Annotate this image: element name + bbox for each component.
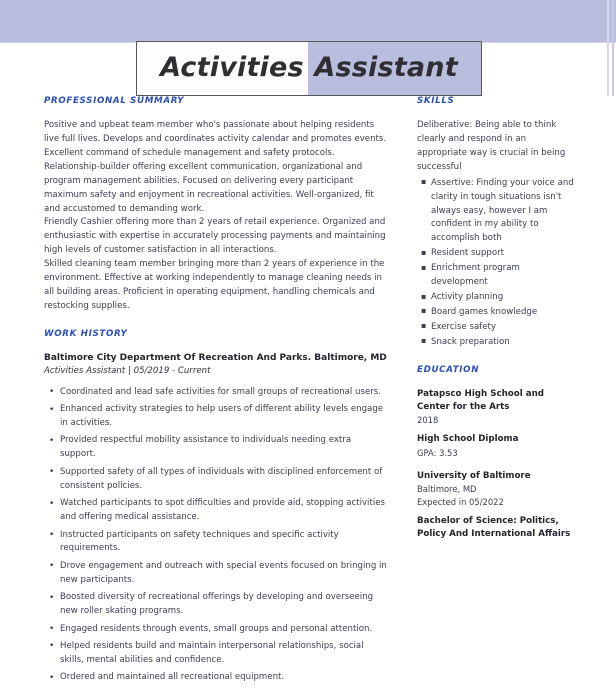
title-spacer	[305, 52, 315, 83]
header-accent-band	[0, 0, 616, 42]
list-item: • Helped residents build and maintain interpersonal relationships, social skills, mental abilities and confidence.	[60, 640, 388, 668]
summary-body	[44, 119, 388, 314]
section-heading-education: EDUCATION	[417, 364, 480, 375]
list-item: ▪ Snack preparation	[431, 336, 577, 350]
list-item: • Watched participants to spot difficulties and provide aid, stopping activities and offering medical assistance.	[60, 497, 388, 525]
job-bullet-list	[44, 386, 388, 686]
summary-paragraph: Friendly Cashier offering more than 2 years of retail experience. Organized and enthusiastic with expertise in accurately processing payments and maintaining high levels of customer satisfaction in all interactions.	[44, 217, 386, 256]
list-item: • Ordered and maintained all recreational equipment.	[60, 671, 388, 685]
skills-lead-text: Deliberative: Being able to think clearly and respond in an appropriate way is crucial in being successful	[417, 120, 566, 172]
list-item: • Engaged residents through events, small groups and personal attention.	[60, 623, 388, 637]
list-item: • Drove engagement and outreach with special events focused on bringing in new participants.	[60, 560, 388, 588]
skills-list	[417, 177, 577, 350]
section-skills	[417, 96, 577, 350]
list-item: • Provided respectful mobility assistance to individuals needing extra support.	[60, 434, 388, 462]
list-item: • Enhanced activity strategies to help users of different ability levels engage in activities.	[60, 403, 388, 431]
education-school: University of Baltimore	[417, 471, 531, 482]
work-history-entry	[44, 352, 388, 685]
section-heading-work-history: WORK HISTORY	[44, 328, 128, 339]
education-degree: High School Diploma	[417, 434, 519, 445]
right-column	[417, 96, 577, 556]
resume-name-block	[136, 41, 482, 96]
section-education	[417, 365, 577, 542]
section-professional-summary	[44, 96, 388, 314]
summary-paragraph: Positive and upbeat team member who's passionate about helping residents live full lives. Develops and coordinates activity calendar and promotes events. Excellent command of schedule management and safety protocols.	[44, 120, 387, 158]
scrollbar-track[interactable]	[607, 0, 609, 96]
education-expected-date: Expected in 05/2022	[417, 496, 504, 507]
education-entry	[417, 470, 577, 541]
education-entry	[417, 388, 577, 459]
page-title	[137, 54, 481, 83]
list-item: ▪ Activity planning	[431, 291, 577, 305]
education-school: Patapsco High School and Center for the Arts	[417, 388, 545, 412]
list-item: ▪ Enrichment program development	[431, 262, 577, 290]
list-item: ▪ Resident support	[431, 247, 577, 261]
section-heading-skills: SKILLS	[417, 96, 455, 106]
list-item: • Supported safety of all types of individuals with disciplined enforcement of consistent policies.	[60, 466, 388, 494]
list-item: • Boosted diversity of recreational offerings by developing and overseeing new roller skating programs.	[60, 591, 388, 619]
title-given-name: Activities	[160, 52, 304, 83]
list-item: ▪ Exercise safety	[431, 321, 577, 335]
education-gpa: GPA: 3.53	[417, 447, 458, 458]
left-column	[44, 96, 388, 700]
list-item: • Instructed participants on safety techniques and specific activity requirements.	[60, 529, 388, 557]
resume-page	[0, 96, 616, 700]
job-role-and-dates: Activities Assistant | 05/2019 - Current	[44, 366, 211, 377]
summary-paragraph: Relationship-builder offering excellent communication, organizational and program management abilities. Focused on delivering every participant maximum safety and enjoyment in recreational activities. Well-organized, fit and accustomed to demanding work.	[44, 161, 374, 214]
summary-paragraph: Skilled cleaning team member bringing more than 2 years of experience in the environment. Effective at working independently to manage cleaning needs in all building areas. Proficient in operating equipment, handling chemicals and restocking supplies.	[44, 259, 385, 311]
section-work-history	[44, 329, 388, 685]
section-heading-professional-summary: PROFESSIONAL SUMMARY	[44, 96, 185, 106]
education-location: Baltimore, MD	[417, 484, 477, 495]
list-item: ▪ Board games knowledge	[431, 306, 577, 320]
title-surname: Assistant	[314, 52, 458, 83]
education-year: 2018	[417, 414, 439, 425]
list-item: • Coordinated and lead safe activities for small groups of recreational users.	[60, 386, 388, 400]
job-organization: Baltimore City Department Of Recreation And Parks. Baltimore, MD	[44, 352, 387, 363]
list-item: ▪ Assertive: Finding your voice and clarity in tough situations isn't always easy, however I am confident in my ability to accomplish both	[431, 177, 577, 247]
scrollbar-thumb[interactable]	[612, 0, 614, 96]
education-degree: Bachelor of Science: Politics, Policy And International Affairs	[417, 516, 571, 540]
